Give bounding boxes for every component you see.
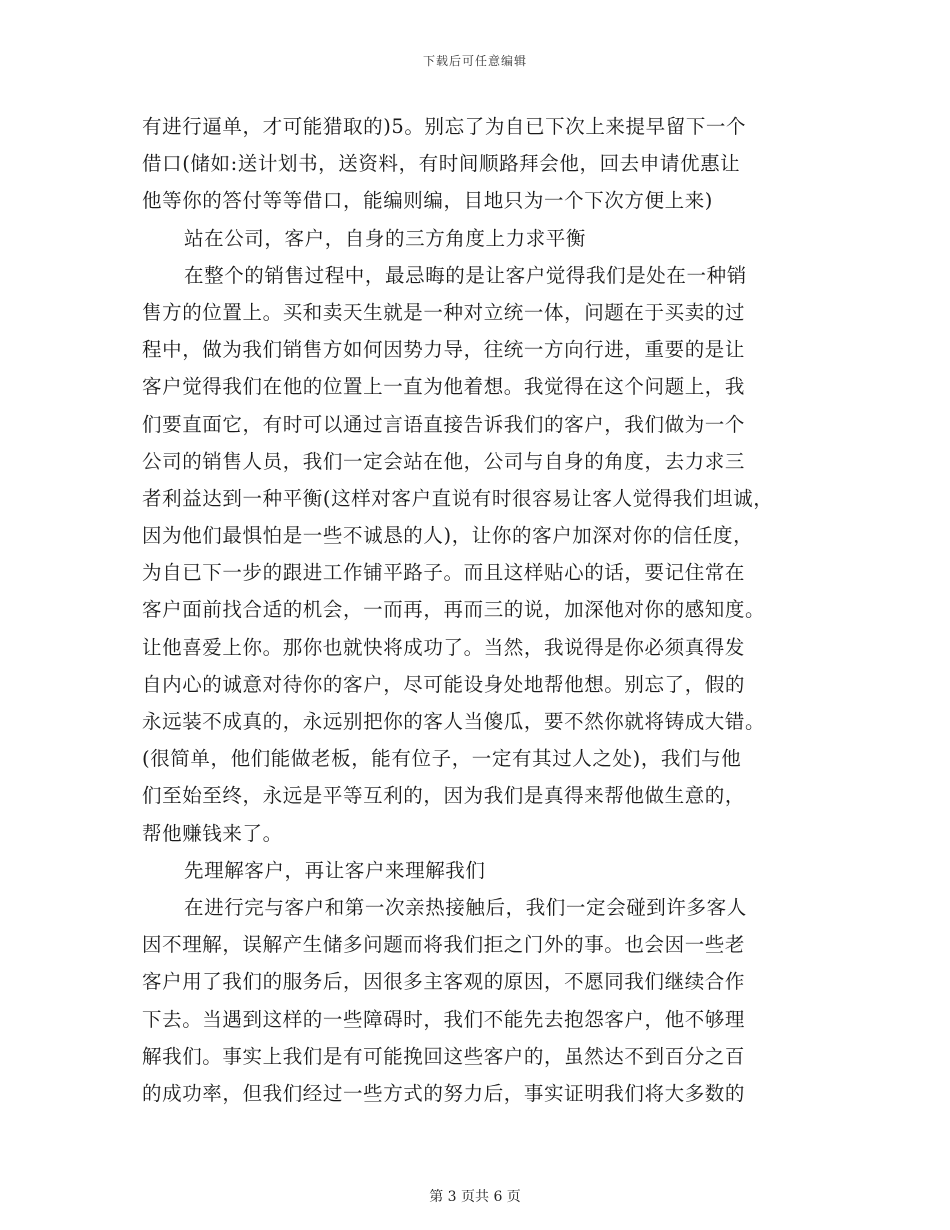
text-line: 公司的销售人员，我们一定会站在他，公司与自身的角度，去力求三 bbox=[142, 449, 746, 473]
text-line: 客户觉得我们在他的位置上一直为他着想。我觉得在这个问题上，我 bbox=[142, 375, 746, 399]
text-line: 者利益达到一种平衡(这样对客户直说有时很容易让客人觉得我们坦诚， bbox=[142, 486, 774, 510]
text-line: 他等你的答付等等借口，能编则编，目地只为一个下次方便上来) bbox=[142, 189, 714, 213]
text-line: 在进行完与客户和第一次亲热接触后，我们一定会碰到许多客人 bbox=[184, 895, 747, 919]
text-line: 客户用了我们的服务后，因很多主客观的原因，不愿同我们继续合作 bbox=[142, 970, 746, 994]
text-line: 们至始至终，永远是平等互利的，因为我们是真得来帮他做生意的， bbox=[142, 784, 746, 808]
page-footer: 第 3 页共 6 页 bbox=[429, 1189, 521, 1205]
text-line: 在整个的销售过程中，最忌晦的是让客户觉得我们是处在一种销 bbox=[184, 263, 747, 287]
text-line: 的成功率，但我们经过一些方式的努力后，事实证明我们将大多数的 bbox=[142, 1081, 746, 1105]
text-line: 有进行逼单，才可能猎取的)5。别忘了为自已下次上来提早留下一个 bbox=[142, 115, 747, 138]
text-line: 程中，做为我们销售方如何因势力导，往统一方向行进，重要的是让 bbox=[142, 338, 746, 362]
document-body bbox=[142, 108, 822, 1112]
text-line: 因不理解，误解产生储多问题而将我们拒之门外的事。也会因一些老 bbox=[142, 933, 746, 957]
text-line: 因为他们最惧怕是一些不诚恳的人)，让你的客户加深对你的信任度， bbox=[142, 524, 754, 548]
text-line: (很简单，他们能做老板，能有位子，一定有其过人之处)，我们与他 bbox=[142, 747, 742, 771]
page-header: 下载后可任意编辑 bbox=[422, 54, 527, 68]
text-line: 永远装不成真的，永远别把你的客人当傻瓜，要不然你就将铸成大错。 bbox=[142, 710, 766, 733]
text-line: 自内心的诚意对待你的客户，尽可能设身处地帮他想。别忘了，假的 bbox=[142, 672, 746, 696]
text-line: 解我们。事实上我们是有可能挽回这些客户的，虽然达不到百分之百 bbox=[142, 1044, 746, 1068]
text-line: 为自已下一步的跟进工作铺平路子。而且这样贴心的话，要记住常在 bbox=[142, 561, 746, 585]
text-line: 售方的位置上。买和卖天生就是一种对立统一体，问题在于买卖的过 bbox=[142, 300, 746, 324]
text-line: 借口(储如:送计划书，送资料，有时间顺路拜会他，回去申请优惠让 bbox=[142, 152, 741, 176]
text-line: 客户面前找合适的机会，一而再，再而三的说，加深他对你的感知度。 bbox=[142, 598, 766, 622]
text-line: 帮他赚钱来了。 bbox=[142, 821, 283, 845]
text-line: 下去。当遇到这样的一些障碍时，我们不能先去抱怨客户，他不够理 bbox=[142, 1007, 746, 1031]
text-line: 站在公司，客户，自身的三方角度上力求平衡 bbox=[184, 226, 587, 250]
text-line: 们要直面它，有时可以通过言语直接告诉我们的客户，我们做为一个 bbox=[142, 412, 746, 436]
text-line: 先理解客户，再让客户来理解我们 bbox=[184, 858, 486, 882]
text-line: 让他喜爱上你。那你也就快将成功了。当然，我说得是你必须真得发 bbox=[142, 635, 746, 659]
